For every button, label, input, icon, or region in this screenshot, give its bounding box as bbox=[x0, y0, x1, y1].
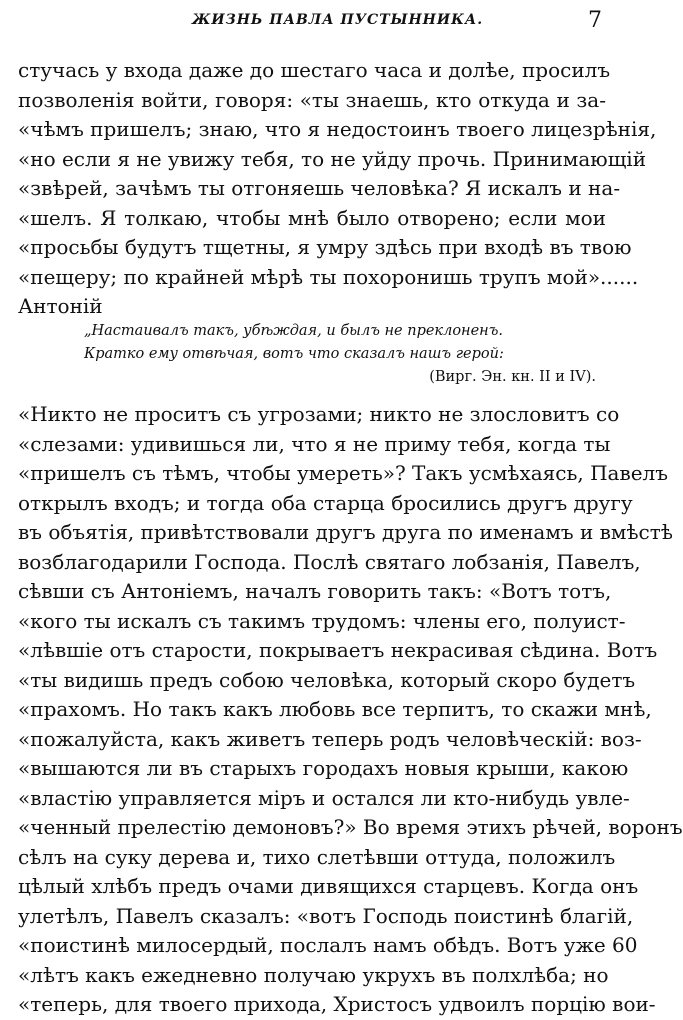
text-line: «кого ты искалъ съ такимъ трудомъ: члены его, полуист- bbox=[18, 608, 626, 633]
paragraph-2 bbox=[18, 400, 683, 1020]
text-line: «но если я не увижу тебя, то не уйду прочь. Принимающій bbox=[18, 146, 647, 171]
text-line: «Никто не проситъ съ угрозами; никто не злословитъ со bbox=[18, 402, 620, 426]
text-line: «прахомъ. Но такъ какъ любовь все терпитъ, то скажи мнѣ, bbox=[18, 697, 652, 721]
text-line: «звѣрей, зачѣмъ ты отгоняешь человѣка? Я искалъ и на- bbox=[18, 176, 621, 200]
verse-source: (Вирг. Эн. кн. II и IV). bbox=[429, 369, 596, 385]
text-line: сѣвши съ Антоніемъ, началъ говорить такъ: «Вотъ тотъ, bbox=[18, 579, 612, 603]
text-line: цѣлый хлѣбъ предъ очами дивящихся старцевъ. Когда онъ bbox=[18, 874, 639, 898]
verse-line: „Настаивалъ такъ, убѣждая, и былъ не преклоненъ. bbox=[84, 323, 504, 339]
text-line: «властію управляется міръ и остался ли кто-нибудь увле- bbox=[18, 785, 630, 810]
text-line: «чѣмъ пришелъ; знаю, что я недостоинъ твоего лицезрѣнія, bbox=[18, 117, 657, 141]
text-line: улетѣлъ, Павелъ сказалъ: «вотъ Господь поистинѣ благій, bbox=[18, 903, 634, 928]
text-line: «ченный прелестію демоновъ?» Во время этихъ рѣчей, воронъ bbox=[18, 815, 683, 839]
text-line: «теперь, для твоего прихода, Христосъ удвоилъ порцію вои- bbox=[18, 992, 656, 1016]
text-line: «лѣтъ какъ ежедневно получаю укрухъ въ полхлѣба; но bbox=[18, 962, 609, 987]
text-line: «пещеру; по крайней мѣрѣ ты похоронишь трупъ мой»...... bbox=[18, 264, 639, 289]
text-line: «пришелъ съ тѣмъ, чтобы умереть»? Такъ усмѣхаясь, Павелъ bbox=[18, 461, 668, 485]
running-head bbox=[0, 8, 620, 38]
text-line: «поистинѣ милосердый, послалъ намъ обѣдъ. Вотъ уже 60 bbox=[18, 933, 638, 957]
page-number: 7 bbox=[588, 8, 602, 33]
text-line: открылъ входъ; и тогда оба старца бросились другъ другу bbox=[18, 490, 633, 515]
text-line: «слезами: удивишься ли, что я не приму тебя, когда ты bbox=[18, 431, 611, 456]
text-line: «просьбы будутъ тщетны, я умру здѣсь при входѣ въ твою bbox=[18, 235, 632, 259]
paragraph-1 bbox=[18, 56, 657, 322]
verse-quotation bbox=[84, 320, 596, 389]
text-line: «шелъ. Я толкаю, чтобы мнѣ было отворено; если мои bbox=[18, 205, 606, 230]
text-line: сѣлъ на суку дерева и, тихо слетѣвши оттуда, положилъ bbox=[18, 844, 616, 869]
text-line: въ объятія, привѣтствовали другъ друга по именамъ и вмѣстѣ bbox=[18, 520, 673, 544]
running-title: ЖИЗНЬ ПАВЛА ПУСТЫННИКА. bbox=[192, 12, 484, 28]
text-line: «лѣвшіе отъ старости, покрываетъ некрасивая сѣдина. Вотъ bbox=[18, 638, 658, 662]
text-line: позволенія войти, говоря: «ты знаешь, кто откуда и за- bbox=[18, 87, 606, 112]
text-line: Антоній bbox=[18, 294, 103, 318]
verse-line: Кратко ему отвѣчая, вотъ что сказалъ нашъ герой: bbox=[84, 346, 504, 362]
text-line: стучась у входа даже до шестаго часа и долѣе, просилъ bbox=[18, 58, 611, 82]
text-line: «пожалуйста, какъ живетъ теперь родъ человѣческій: воз- bbox=[18, 726, 642, 751]
text-line: «ты видишь предъ собою человѣка, который скоро будетъ bbox=[18, 667, 636, 692]
text-line: «вышаются ли въ старыхъ городахъ новыя крыши, какою bbox=[18, 756, 629, 780]
text-line: возблагодарили Господа. Послѣ святаго лобзанія, Павелъ, bbox=[18, 549, 641, 574]
